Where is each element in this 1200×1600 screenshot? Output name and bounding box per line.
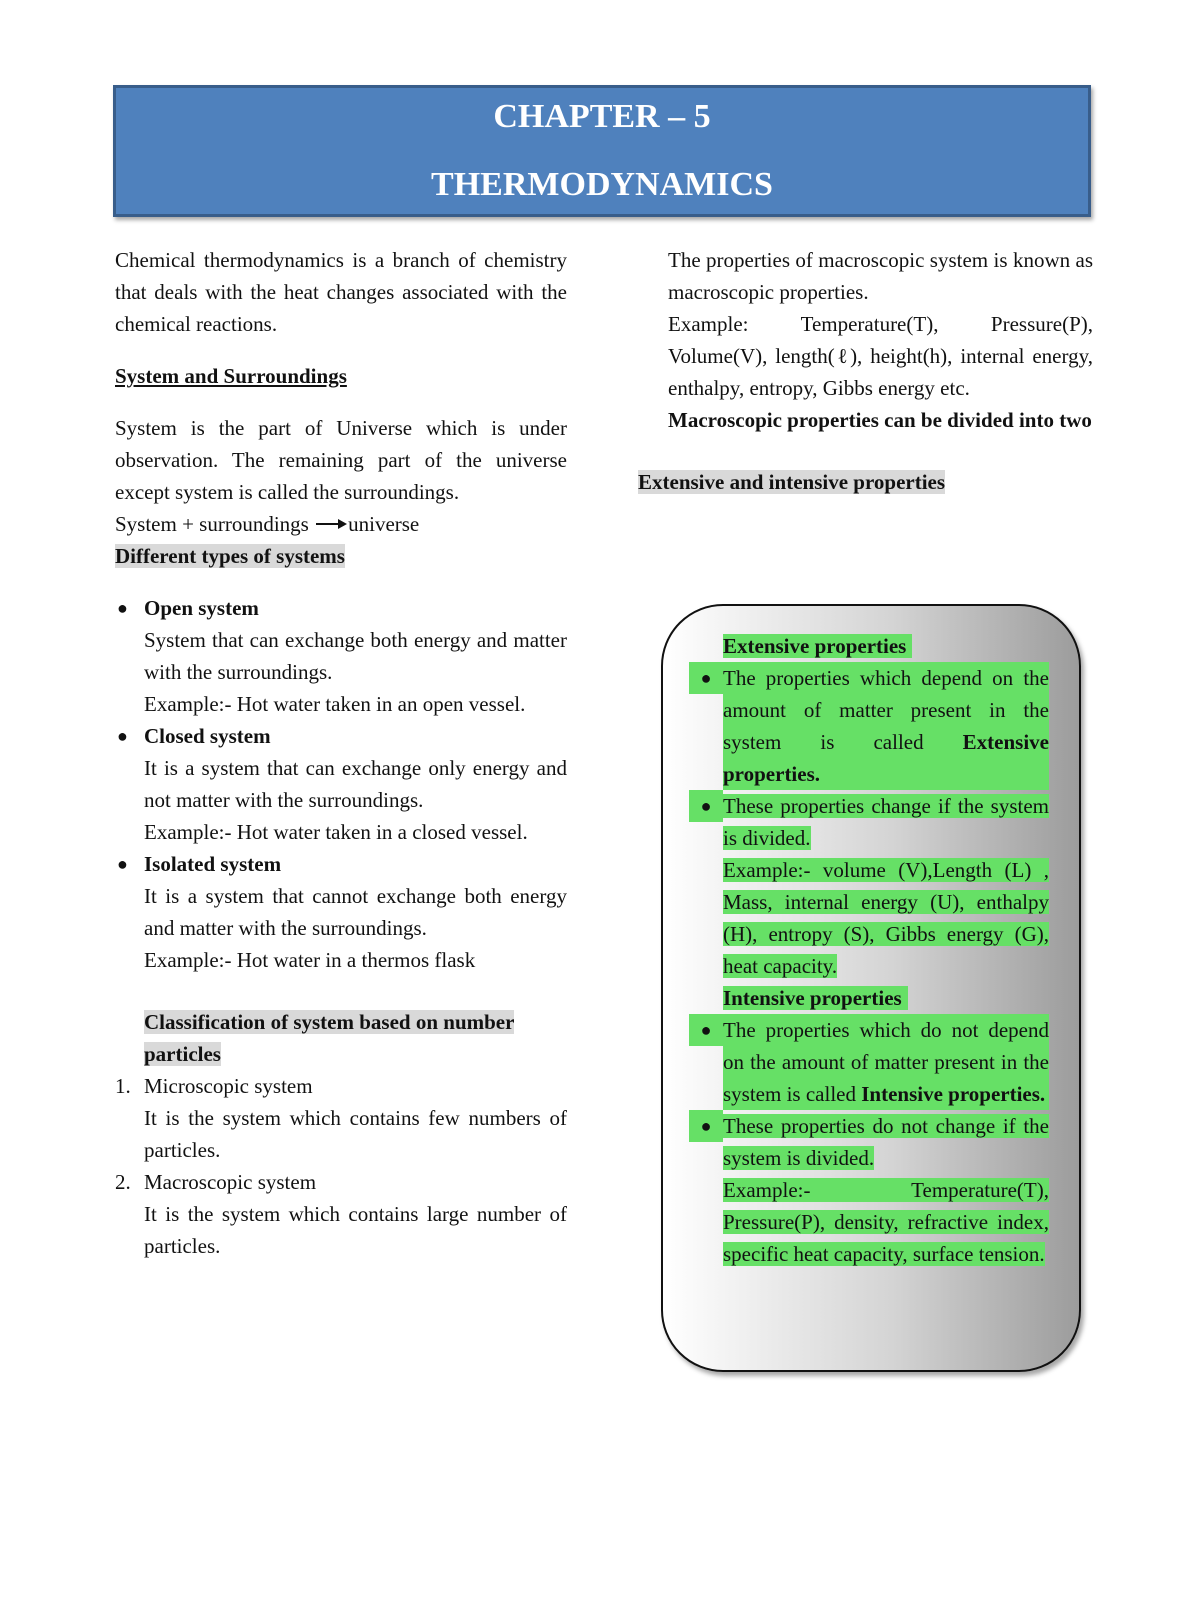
bullet-icon: ●	[117, 854, 128, 874]
list-number: 2.	[115, 1170, 131, 1194]
microscopic-desc: It is the system which contains few numbers of particles.	[144, 1106, 567, 1162]
right-column	[638, 244, 1093, 498]
bullet-icon: ●	[117, 598, 128, 618]
equation-right: universe	[348, 512, 420, 536]
list-item	[689, 790, 1049, 854]
closed-system-title: Closed system	[144, 724, 271, 748]
macroscopic-example: Example: Temperature(T), Pressure(P), Volume(V), length(ℓ), height(h), internal energy, enthalpy, entropy, Gibbs energy etc.	[668, 312, 1093, 400]
types-heading: Different types of systems	[115, 544, 345, 568]
chapter-number: CHAPTER – 5	[493, 98, 711, 135]
list-item	[115, 1070, 567, 1166]
intensive-bullet-1-bold: Intensive properties.	[861, 1082, 1046, 1106]
intensive-bullet-1: The properties which do not depend on the amount of matter present in the system is called	[723, 1018, 1049, 1106]
macroscopic-properties-text: The properties of macroscopic system is known as macroscopic properties.	[668, 248, 1093, 304]
list-number: 1.	[115, 1074, 131, 1098]
list-item	[689, 1014, 1049, 1110]
open-system-title: Open system	[144, 596, 259, 620]
open-system-example: Example:- Hot water taken in an open vessel.	[144, 692, 526, 716]
list-item	[115, 592, 567, 720]
list-item	[689, 662, 1049, 790]
intensive-bullet-2: These properties do not change if the system is divided.	[723, 1114, 1049, 1170]
intensive-heading: Intensive properties	[723, 986, 908, 1010]
system-surroundings-heading: System and Surroundings	[115, 364, 347, 388]
system-equation	[115, 508, 567, 540]
list-item	[115, 848, 567, 976]
list-item	[115, 1166, 567, 1262]
intensive-example: Example:- Temperature(T), Pressure(P), density, refractive index, specific heat capacity, surface tension.	[723, 1178, 1049, 1266]
system-types-list	[115, 592, 567, 976]
extensive-example: Example:- volume (V),Length (L) , Mass, internal energy (U), enthalpy (H), entropy (S), Gibbs energy (G), heat capacity.	[723, 858, 1049, 978]
bullet-icon: ●	[689, 662, 723, 694]
chapter-header	[113, 85, 1091, 217]
properties-box	[661, 604, 1081, 1372]
macroscopic-title: Macroscopic system	[144, 1170, 317, 1194]
system-definition: System is the part of Universe which is under observation. The remaining part of the universe except system is called the surroundings.	[115, 416, 567, 504]
equation-left: System + surroundings	[115, 512, 309, 536]
divided-text: Macroscopic properties can be divided into two	[668, 408, 1092, 432]
extensive-bullet-2: These properties change if the system is divided.	[723, 794, 1049, 850]
ext-int-heading: Extensive and intensive properties	[638, 470, 946, 494]
extensive-bullet-1-bold: Extensive properties.	[723, 730, 1049, 786]
isolated-system-title: Isolated system	[144, 852, 282, 876]
chapter-title: THERMODYNAMICS	[431, 166, 773, 203]
macroscopic-desc: It is the system which contains large number of particles.	[144, 1202, 567, 1258]
classification-heading: Classification of system based on number particles	[144, 1010, 515, 1066]
isolated-system-example: Example:- Hot water in a thermos flask	[144, 948, 476, 972]
microscopic-title: Microscopic system	[144, 1074, 313, 1098]
list-item	[689, 1110, 1049, 1174]
properties-box-content	[689, 630, 1049, 1270]
bullet-icon: ●	[117, 726, 128, 746]
arrow-right-icon	[314, 517, 348, 531]
intro-paragraph: Chemical thermodynamics is a branch of chemistry that deals with the heat changes associated with the chemical reactions.	[115, 248, 567, 336]
closed-system-desc: It is a system that can exchange only energy and not matter with the surroundings.	[144, 756, 567, 812]
isolated-system-desc: It is a system that cannot exchange both energy and matter with the surroundings.	[144, 884, 567, 940]
bullet-icon: ●	[689, 1014, 723, 1046]
bullet-icon: ●	[689, 790, 723, 822]
bullet-icon: ●	[689, 1110, 723, 1142]
list-item	[115, 720, 567, 848]
open-system-desc: System that can exchange both energy and matter with the surroundings.	[144, 628, 567, 684]
closed-system-example: Example:- Hot water taken in a closed vessel.	[144, 820, 528, 844]
classification-list	[115, 1070, 567, 1262]
extensive-heading: Extensive properties	[723, 634, 912, 658]
extensive-bullet-1: The properties which depend on the amount of matter present in the system is called	[723, 666, 1049, 754]
left-column	[115, 244, 567, 1262]
